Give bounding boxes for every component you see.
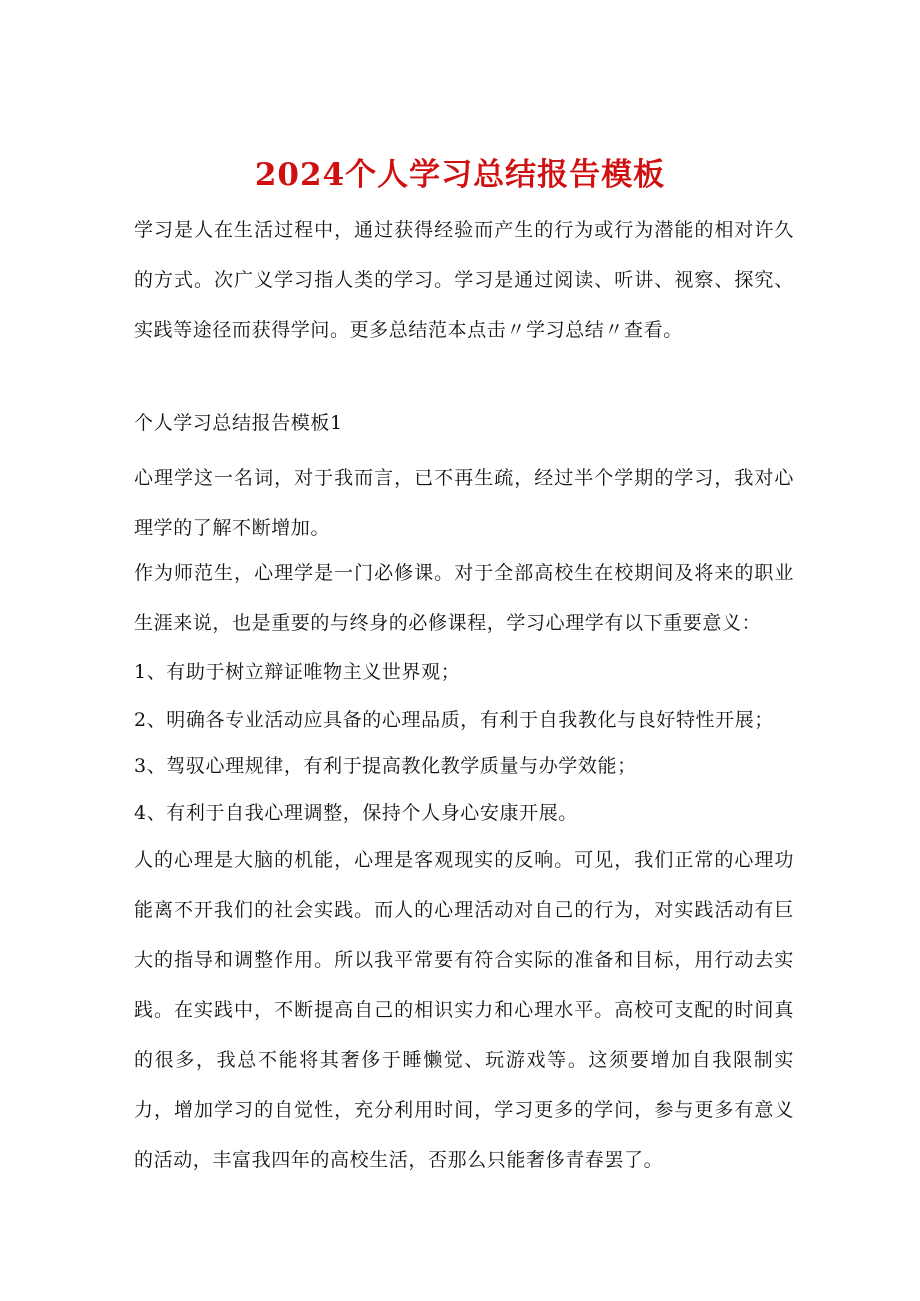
list-item: 3、驾驭心理规律，有利于提高教化教学质量与办学效能； <box>134 755 637 777</box>
body-paragraph: 作为师范生，心理学是一门必修课。对于全部高校生在校期间及将来的职业生涯来说，也是重要的与终身的必修课程，学习心理学有以下重要意义： <box>134 562 794 634</box>
document-title: 2024个人学习总结报告模板 <box>254 156 666 193</box>
list-item: 1、有助于树立辩证唯物主义世界观； <box>134 661 461 683</box>
section-heading: 个人学习总结报告模板1 <box>134 412 343 434</box>
body-paragraph: 人的心理是大脑的机能，心理是客观现实的反响。可见，我们正常的心理功能离不开我们的社会实践。而人的心理活动对自己的行为，对实践活动有巨大的指导和调整作用。所以我平常要有符合实际的准备和目标，用行动去实践。在实践中，不断提高自己的相识实力和心理水平。高校可支配的时间真的很多，我总不能将其奢侈于睡懒觉、玩游戏等。这须要增加自我限制实力，增加学习的自觉性，充分利用时间，学习更多的学问，参与更多有意义的活动，丰富我四年的高校生活，否那么只能奢侈青春罢了。 <box>134 849 794 1171</box>
list-item: 2、明确各专业活动应具备的心理品质，有利于自我教化与良好特性开展； <box>134 709 774 731</box>
list-item: 4、有利于自我心理调整，保持个人身心安康开展。 <box>134 802 578 824</box>
body-paragraph: 心理学这一名词，对于我而言，已不再生疏，经过半个学期的学习，我对心理学的了解不断增加。 <box>134 467 794 539</box>
intro-paragraph: 学习是人在生活过程中，通过获得经验而产生的行为或行为潜能的相对许久的方式。次广义学习指人类的学习。学习是通过阅读、听讲、视察、探究、实践等途径而获得学问。更多总结范本点击〃学习总结〃查看。 <box>134 219 794 341</box>
